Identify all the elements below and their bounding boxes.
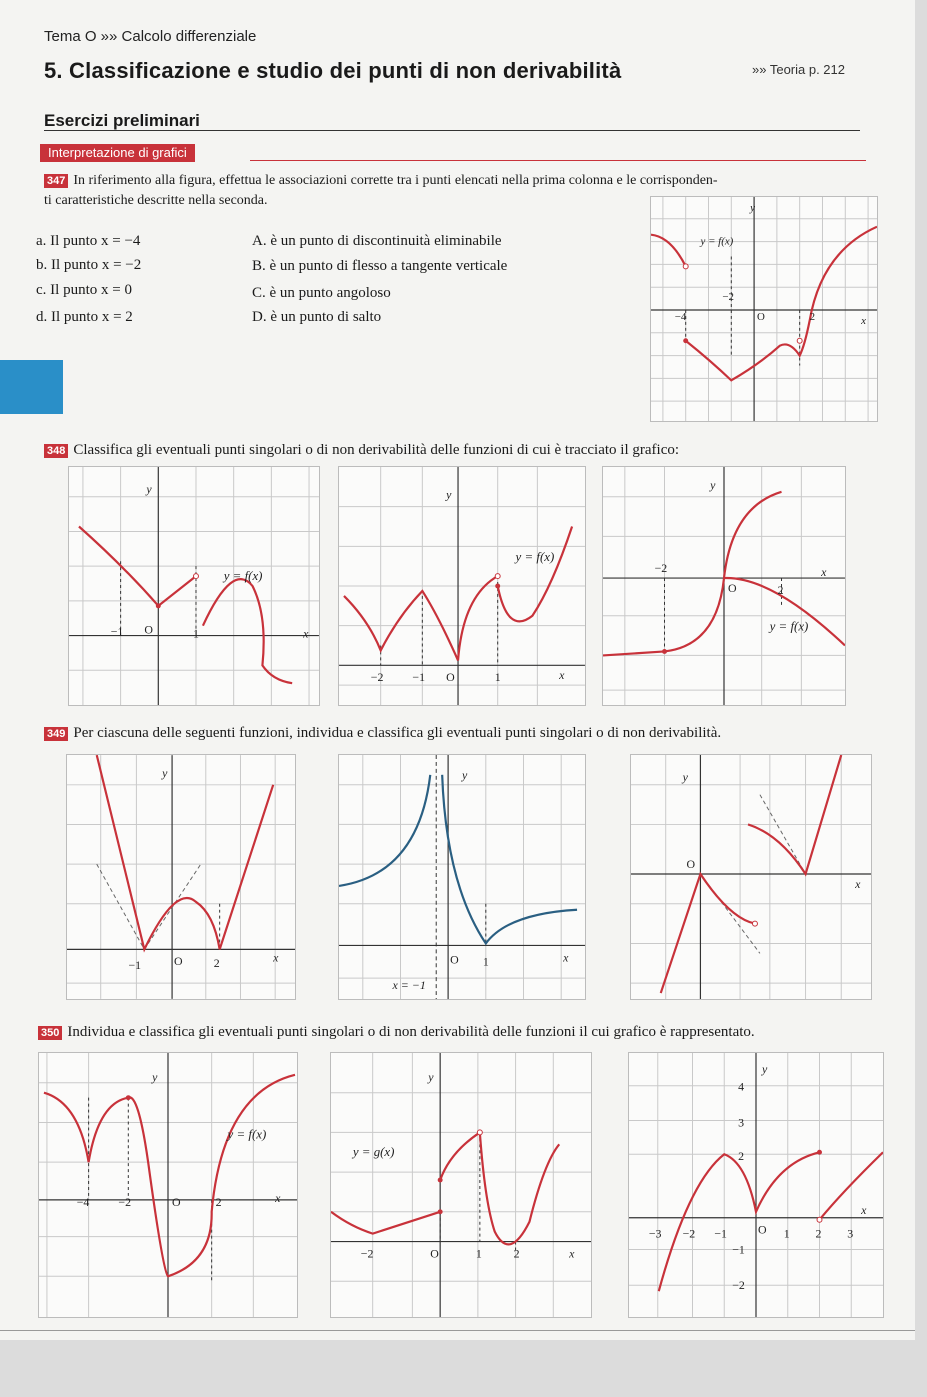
item-a: a. Il punto x = −4 bbox=[36, 233, 141, 249]
exercise-350-text bbox=[38, 1022, 908, 1042]
tick-label: O bbox=[446, 670, 455, 685]
func-label: y = f(x) bbox=[700, 235, 734, 248]
graph-349-2 bbox=[338, 754, 586, 1000]
graph-349-3 bbox=[630, 754, 872, 1000]
point-open bbox=[797, 338, 802, 343]
exercise-350-line: Individua e classifica gli eventuali punti singolari o di non derivabilità delle funzioni il cui grafico è rappresentato. bbox=[67, 1024, 755, 1040]
y-label: y bbox=[428, 1069, 434, 1084]
tick-label: 4 bbox=[738, 1079, 745, 1094]
tick-label: −2 bbox=[370, 670, 384, 685]
theory-reference: »» Teoria p. 212 bbox=[752, 62, 845, 77]
tick-label: −4 bbox=[76, 1194, 90, 1209]
tick-label: O bbox=[174, 954, 183, 969]
tick-label: 2 bbox=[738, 1149, 745, 1164]
tick-label: 1 bbox=[193, 626, 199, 641]
x-label: x bbox=[559, 668, 565, 683]
tick-label: 2 bbox=[809, 310, 816, 323]
point-open bbox=[683, 264, 688, 269]
x-label: x bbox=[275, 1190, 281, 1205]
exercise-number: 350 bbox=[38, 1026, 62, 1040]
point-filled bbox=[683, 338, 688, 343]
tick-label: −2 bbox=[682, 1226, 696, 1241]
x-label: x bbox=[273, 950, 279, 965]
tick-label: −2 bbox=[654, 561, 668, 576]
asymptote-label: x = −1 bbox=[392, 978, 426, 993]
tick-label: 2 bbox=[815, 1226, 822, 1241]
tick-label: −2 bbox=[732, 1278, 745, 1293]
x-label: x bbox=[855, 876, 861, 891]
y-label: y bbox=[761, 1061, 768, 1076]
tick-label: O bbox=[430, 1246, 439, 1261]
graph-349-1 bbox=[66, 754, 296, 1000]
y-label: y bbox=[682, 769, 688, 784]
tick-label: 2 bbox=[777, 582, 784, 597]
item-b: b. Il punto x = −2 bbox=[36, 257, 142, 273]
exercise-347-line2: ti caratteristiche descritte nella seconda. bbox=[44, 193, 268, 208]
tick-label: −1 bbox=[714, 1226, 727, 1241]
y-label: y bbox=[462, 767, 468, 782]
margin-tab bbox=[0, 360, 63, 414]
exercise-348-text bbox=[44, 440, 864, 460]
y-label: y bbox=[162, 765, 168, 780]
x-label: x bbox=[821, 565, 827, 580]
tick-label: 3 bbox=[847, 1226, 854, 1241]
graph-348-3 bbox=[602, 466, 846, 706]
func-label: y = f(x) bbox=[769, 619, 809, 634]
section-title: 5. Classificazione e studio dei punti di non derivabilità bbox=[44, 58, 622, 83]
curve-left bbox=[651, 235, 686, 267]
exercise-347-line1: In riferimento alla figura, effettua le associazioni corrette tra i punti elencati nella prima colonna e le corrisponden- bbox=[73, 173, 718, 188]
curve-main bbox=[686, 227, 877, 381]
divider bbox=[44, 130, 860, 131]
option-b: B. è un punto di flesso a tangente verticale bbox=[252, 258, 508, 274]
x-label: x bbox=[303, 626, 309, 641]
tick-label: −1 bbox=[110, 624, 124, 639]
graph-348-2 bbox=[338, 466, 586, 706]
tick-label: −1 bbox=[412, 670, 426, 685]
y-label: y bbox=[710, 477, 716, 492]
x-label: x bbox=[861, 314, 866, 327]
tick-label: −2 bbox=[722, 291, 734, 304]
tick-label: O bbox=[144, 622, 154, 637]
tick-label: 3 bbox=[738, 1115, 745, 1130]
tick-label: 1 bbox=[783, 1226, 790, 1241]
exercise-number: 349 bbox=[44, 727, 68, 741]
y-label: y bbox=[446, 487, 452, 502]
tick-label: O bbox=[757, 310, 765, 323]
x-label: x bbox=[569, 1246, 575, 1261]
topic-badge: Interpretazione di grafici bbox=[40, 144, 195, 162]
preliminary-title: Esercizi preliminari bbox=[44, 111, 200, 130]
tick-label: −2 bbox=[360, 1246, 374, 1261]
tick-label: 1 bbox=[494, 670, 501, 685]
tick-label: 2 bbox=[513, 1246, 520, 1261]
x-label: x bbox=[861, 1202, 867, 1217]
func-label: y = f(x) bbox=[223, 569, 263, 584]
graph-350-3 bbox=[628, 1052, 884, 1318]
option-d: D. è un punto di salto bbox=[252, 309, 382, 325]
tick-label: 1 bbox=[475, 1246, 482, 1261]
exercise-348-line: Classifica gli eventuali punti singolari o di non derivabilità delle funzioni di cui è tracciato il grafico: bbox=[73, 442, 680, 458]
func-label: y = g(x) bbox=[352, 1145, 395, 1160]
tick-label: 2 bbox=[215, 1194, 222, 1209]
tick-label: O bbox=[450, 952, 459, 967]
exercise-number: 347 bbox=[44, 174, 68, 188]
exercise-349-text bbox=[44, 723, 884, 743]
tick-label: −3 bbox=[648, 1226, 662, 1241]
tick-label: −1 bbox=[732, 1242, 745, 1257]
breadcrumb: Tema O »» Calcolo differenziale bbox=[44, 28, 257, 45]
tick-label: 1 bbox=[482, 954, 489, 969]
tick-label: O bbox=[686, 857, 696, 872]
y-label: y bbox=[146, 481, 152, 496]
tick-label: −1 bbox=[128, 958, 142, 973]
divider bbox=[250, 160, 866, 161]
tick-label: O bbox=[757, 1222, 767, 1237]
tick-label: −4 bbox=[674, 310, 687, 323]
y-label: y bbox=[152, 1069, 158, 1084]
item-d: d. Il punto x = 2 bbox=[36, 309, 133, 325]
y-label: y bbox=[750, 201, 755, 214]
tick-label: 2 bbox=[213, 956, 220, 971]
option-a: A. è un punto di discontinuità eliminabile bbox=[252, 233, 502, 249]
graph-350-1 bbox=[38, 1052, 298, 1318]
page-bottom-rule bbox=[0, 1330, 915, 1331]
tick-label: O bbox=[727, 580, 737, 595]
graph-350-2 bbox=[330, 1052, 592, 1318]
x-label: x bbox=[563, 950, 569, 965]
tick-label: O bbox=[171, 1194, 181, 1209]
item-c: c. Il punto x = 0 bbox=[36, 282, 132, 298]
exercise-349-line: Per ciascuna delle seguenti funzioni, individua e classifica gli eventuali punti singolari o di non derivabilità. bbox=[73, 725, 722, 741]
graph-347 bbox=[650, 196, 878, 422]
tick-label: −2 bbox=[118, 1194, 132, 1209]
func-label: y = f(x) bbox=[515, 550, 555, 565]
graph-348-1 bbox=[68, 466, 320, 706]
func-label: y = f(x) bbox=[227, 1127, 267, 1142]
option-c: C. è un punto angoloso bbox=[252, 285, 391, 301]
exercise-number: 348 bbox=[44, 444, 68, 458]
